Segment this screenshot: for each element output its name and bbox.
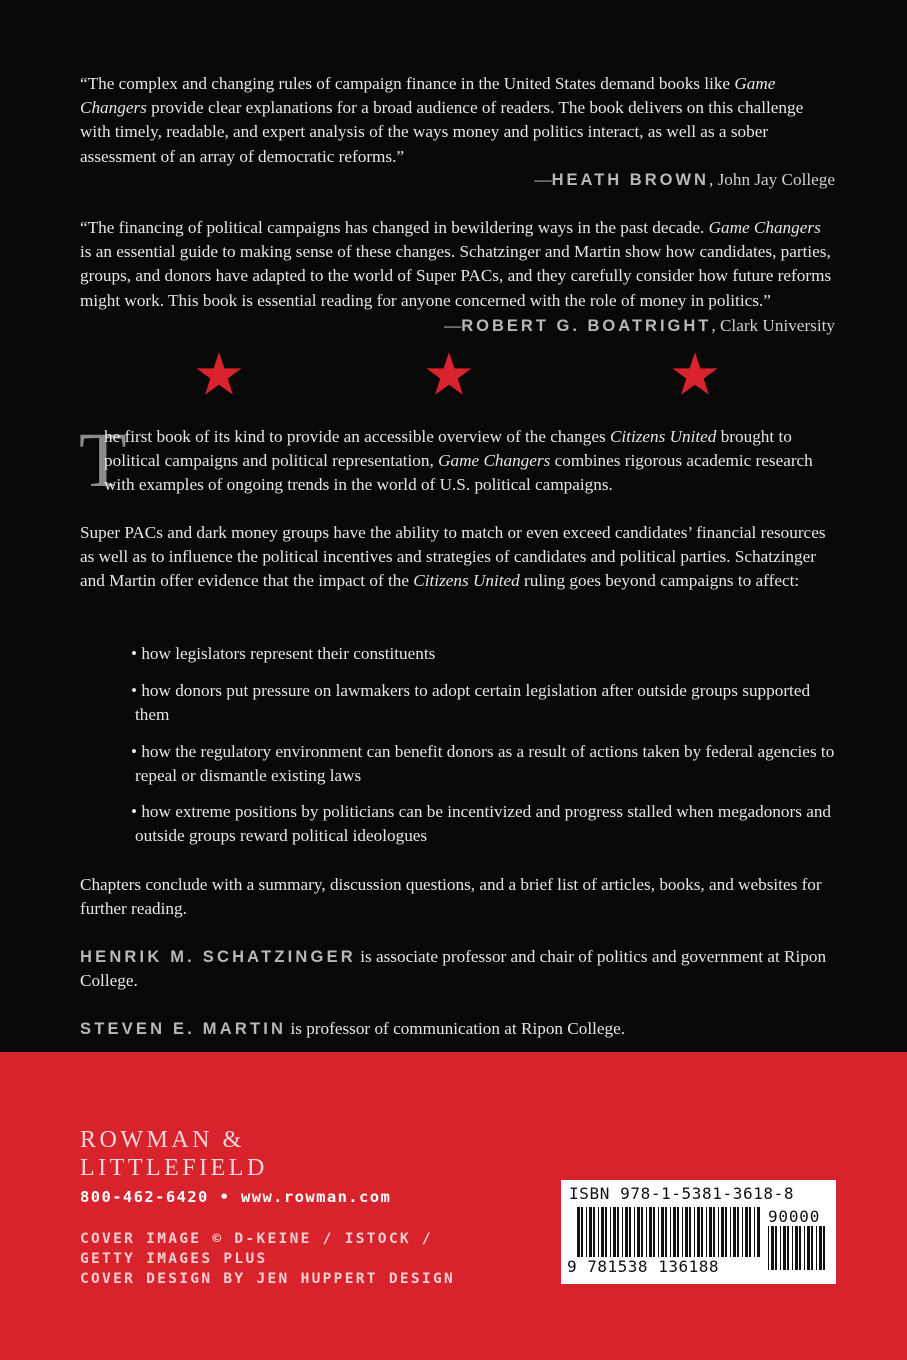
p2-text-b: ruling goes beyond campaigns to affect: [519, 571, 800, 591]
credit-line: GETTY IMAGES PLUS [80, 1251, 268, 1267]
credit-line: COVER IMAGE © D-KEINE / ISTOCK / [80, 1231, 433, 1247]
description-paragraph-2 [80, 521, 835, 594]
quote-1-book-title: Game Changers [80, 74, 776, 118]
p2-italic: Citizens United [413, 571, 520, 591]
lead-text-b: brought to political campaigns and political representation, [104, 427, 792, 471]
list-item: • how extreme positions by politicians can be incentivized and progress stalled when megadonors and outside groups reward political ideologues [131, 802, 832, 846]
endorsement-quote-2 [80, 216, 835, 313]
lead-italic-2: Game Changers [438, 451, 551, 471]
star-icon [426, 352, 472, 396]
lead-italic-1: Citizens United [609, 427, 717, 446]
author-bio-2 [80, 1017, 840, 1041]
impact-list [131, 800, 841, 848]
p2-text-a: Super PACs and dark money groups have the ability to match or even exceed candidates’ financial resources as well as to influence the political incentives and strategies of candidates and political parties. Schatzinger and Martin offer evidence that the impact of the [80, 523, 826, 591]
publisher-logo-line-1: ROWMAN & [80, 1127, 245, 1153]
lead-text-c: combines rigorous academic research with examples of ongoing trends in the world of U.S. political campaigns. [104, 451, 813, 495]
quote-2-author: ROBERT G. BOATRIGHT [461, 317, 712, 335]
list-item: • how legislators represent their constituents [131, 644, 436, 663]
quote-2-affiliation: , Clark University [711, 316, 835, 335]
author-bio-1 [80, 945, 840, 993]
author-1-name: HENRIK M. SCHATZINGER [80, 948, 356, 966]
list-item: • how the regulatory environment can benefit donors as a result of actions taken by federal agencies to repeal or dismantle existing laws [131, 742, 835, 786]
price-addon-code: 90000 [768, 1207, 821, 1226]
description-closing: Chapters conclude with a summary, discussion questions, and a brief list of articles, books, and websites for further reading. [80, 875, 822, 919]
star-divider [0, 352, 907, 398]
quote-2-dash: — [444, 316, 462, 335]
ean-digits: 9 781538 136188 [567, 1257, 719, 1276]
isbn-barcode [561, 1180, 836, 1284]
cover-credits [80, 1229, 455, 1289]
quote-1-affiliation: , John Jay College [708, 170, 835, 189]
author-1-bio: is associate professor and chair of politics and government at Ripon College. [80, 947, 827, 991]
credit-line: COVER DESIGN BY JEN HUPPERT DESIGN [80, 1271, 456, 1287]
quote-1-dash: — [534, 170, 552, 189]
quote-1-text-b: provide clear explanations for a broad audience of readers. The book delivers on this challenge with timely, readable, and expert analysis of the ways money and politics interact, as well as a sober assessment of an array of democratic reforms.” [80, 98, 804, 166]
quote-2-text-a: “The financing of political campaigns has changed in bewildering ways in the past decade. [80, 218, 709, 237]
impact-list [131, 642, 841, 666]
quote-2-attribution [444, 314, 835, 338]
author-2-name: STEVEN E. MARTIN [80, 1020, 287, 1038]
quote-2-text-b: is an essential guide to making sense of these changes. Schatzinger and Martin show how candidates, parties, groups, and donors have adapted to the world of Super PACs, and they carefully consider how future reforms might work. This book is essential reading for anyone concerned with the role of money in politics.” [80, 242, 832, 310]
list-item: • how donors put pressure on lawmakers to adopt certain legislation after outside groups supported them [131, 681, 811, 725]
endorsement-quote-1 [80, 72, 835, 169]
quote-2-book-title: Game Changers [708, 218, 821, 237]
publisher-contact: 800-462-6420 • www.rowman.com [80, 1188, 392, 1206]
star-icon [672, 352, 718, 396]
description-lead-paragraph [104, 425, 839, 498]
ean-barcode-bars [577, 1207, 762, 1257]
quote-1-attribution [534, 168, 835, 192]
lead-text-a: he first book of its kind to provide an accessible overview of the changes [104, 427, 610, 446]
impact-list [131, 679, 841, 727]
publisher-logo-line-2: LITTLEFIELD [80, 1155, 268, 1181]
impact-list [131, 740, 841, 788]
quote-1-author: HEATH BROWN [551, 171, 709, 189]
isbn-number: ISBN 978-1-5381-3618-8 [569, 1184, 795, 1203]
addon-barcode-bars [768, 1226, 828, 1270]
star-icon [196, 352, 242, 396]
quote-1-text-a: “The complex and changing rules of campaign finance in the United States demand books like [80, 74, 735, 93]
author-2-bio: is professor of communication at Ripon College. [286, 1019, 626, 1038]
drop-cap: T [79, 416, 127, 503]
